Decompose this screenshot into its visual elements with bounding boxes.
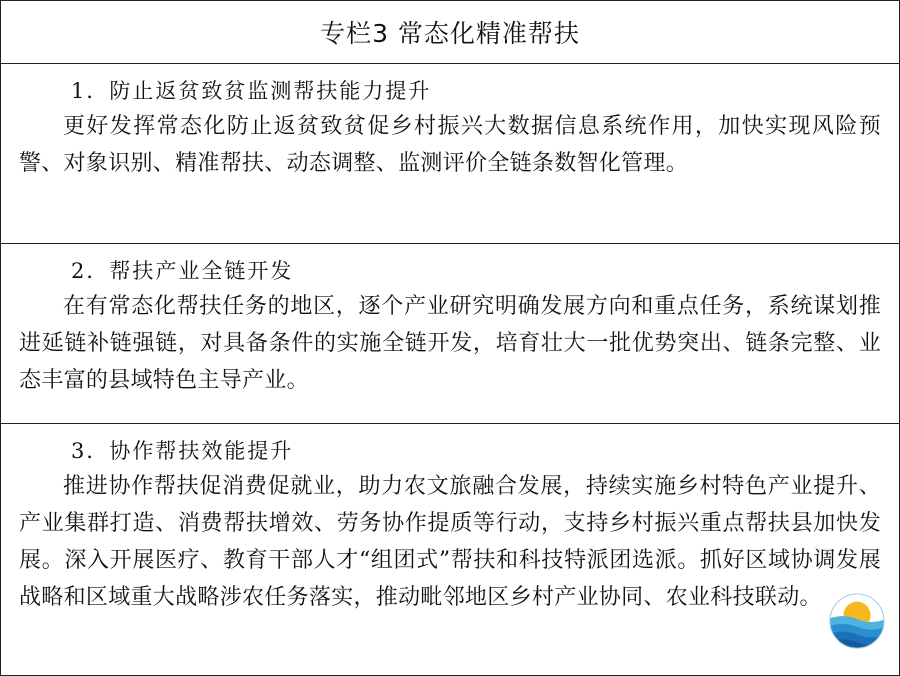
section-heading: 3．协作帮扶效能提升 (71, 439, 294, 463)
sun-over-sea-logo-icon (828, 592, 886, 650)
section-industry (1, 244, 899, 424)
section-monitoring (1, 64, 899, 244)
column-header (1, 1, 899, 64)
section-heading: 2．帮扶产业全链开发 (71, 259, 294, 283)
section-cooperation (1, 424, 899, 676)
section-body: 在有常态化帮扶任务的地区，逐个产业研究明确发展方向和重点任务，系统谋划推进延链补链强链，对具备条件的实施全链开发，培育壮大一批优势突出、链条完整、业态丰富的县域特色主导产业。 (19, 294, 881, 393)
section-body: 更好发挥常态化防止返贫致贫促乡村振兴大数据信息系统作用，加快实现风险预警、对象识别、精准帮扶、动态调整、监测评价全链条数智化管理。 (19, 114, 881, 176)
section-body: 推进协作帮扶促消费促就业，助力农文旅融合发展，持续实施乡村特色产业提升、产业集群打造、消费帮扶增效、劳务协作提质等行动，支持乡村振兴重点帮扶县加快发展。深入开展医疗、教育干部人才“组团式”帮扶和科技特派团选派。抓好区域协调发展战略和区域重大战略涉农任务落实，推动毗邻地区乡村产业协同、农业科技联动。 (19, 474, 881, 610)
column-title: 专栏3 常态化精准帮扶 (320, 19, 580, 48)
section-heading: 1．防止返贫致贫监测帮扶能力提升 (71, 79, 432, 103)
